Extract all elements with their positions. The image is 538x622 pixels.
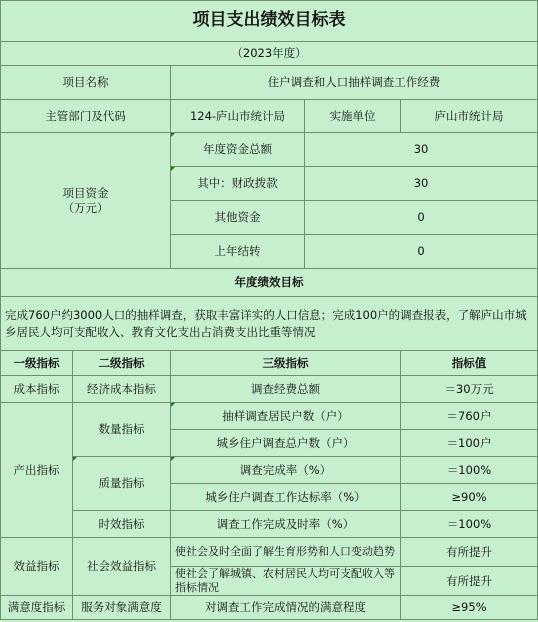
quantity1-value: ＝760户 — [401, 403, 538, 430]
social-level2: 社会效益指标 — [73, 538, 171, 596]
annual-goal-heading: 年度绩效目标 — [1, 269, 538, 297]
quality2-level3: 城乡住户调查工作达标率（%） — [171, 484, 401, 511]
fund-label: 其他资金 — [171, 201, 305, 235]
quantity-level2: 数量指标 — [73, 403, 171, 457]
output-level1: 产出指标 — [1, 403, 73, 538]
cost-level1: 成本指标 — [1, 376, 73, 403]
page-title: 项目支出绩效目标表 — [1, 1, 538, 42]
cost-level3: 调查经费总额 — [171, 376, 401, 403]
quality1-level3: 调查完成率（%） — [171, 457, 401, 484]
dept-value: 124-庐山市统计局 — [171, 100, 305, 133]
time-level2: 时效指标 — [73, 511, 171, 538]
fund-value: 0 — [305, 235, 538, 269]
time-level3: 调查工作完成及时率（%） — [171, 511, 401, 538]
dept-label: 主管部门及代码 — [1, 100, 171, 133]
year-label: （2023年度） — [1, 42, 538, 66]
annual-goal-text: 完成760户约3000人口的抽样调查，获取丰富详实的人口信息；完成100户的调查报表，了解庐山市城乡居民人均可支配收入、教育文化支出占消费支出比重等情况 — [1, 297, 538, 351]
impl-label: 实施单位 — [305, 100, 401, 133]
header-level3: 三级指标 — [171, 351, 401, 376]
satisfaction-level2: 服务对象满意度 — [73, 596, 171, 620]
project-name-label: 项目名称 — [1, 66, 171, 100]
funds-label: 项目资金 （万元） — [1, 133, 171, 269]
cost-level2: 经济成本指标 — [73, 376, 171, 403]
header-level2: 二级指标 — [73, 351, 171, 376]
impl-value: 庐山市统计局 — [401, 100, 538, 133]
quality-level2: 质量指标 — [73, 457, 171, 511]
header-value: 指标值 — [401, 351, 538, 376]
quantity1-level3: 抽样调查居民户数（户） — [171, 403, 401, 430]
fund-value: 30 — [305, 133, 538, 167]
satisfaction-level1: 满意度指标 — [1, 596, 73, 620]
quantity2-value: ＝100户 — [401, 430, 538, 457]
fund-label: 年度资金总额 — [171, 133, 305, 167]
project-name-value: 住户调查和人口抽样调查工作经费 — [171, 66, 538, 100]
satisfaction-level3: 对调查工作完成情况的满意程度 — [171, 596, 401, 620]
quality2-value: ≥90% — [401, 484, 538, 511]
fund-value: 30 — [305, 167, 538, 201]
social2-level3: 使社会了解城镇、农村居民人均可支配收入等指标情况 — [171, 567, 401, 596]
fund-value: 0 — [305, 201, 538, 235]
social2-value: 有所提升 — [401, 567, 538, 596]
quality1-value: ＝100% — [401, 457, 538, 484]
fund-label: 上年结转 — [171, 235, 305, 269]
cost-value: ＝30万元 — [401, 376, 538, 403]
quantity2-level3: 城乡住户调查总户数（户） — [171, 430, 401, 457]
time-value: ＝100% — [401, 511, 538, 538]
fund-label: 其中：财政拨款 — [171, 167, 305, 201]
satisfaction-value: ≥95% — [401, 596, 538, 620]
social1-value: 有所提升 — [401, 538, 538, 567]
benefit-level1: 效益指标 — [1, 538, 73, 596]
header-level1: 一级指标 — [1, 351, 73, 376]
social1-level3: 使社会及时全面了解生育形势和人口变动趋势 — [171, 538, 401, 567]
